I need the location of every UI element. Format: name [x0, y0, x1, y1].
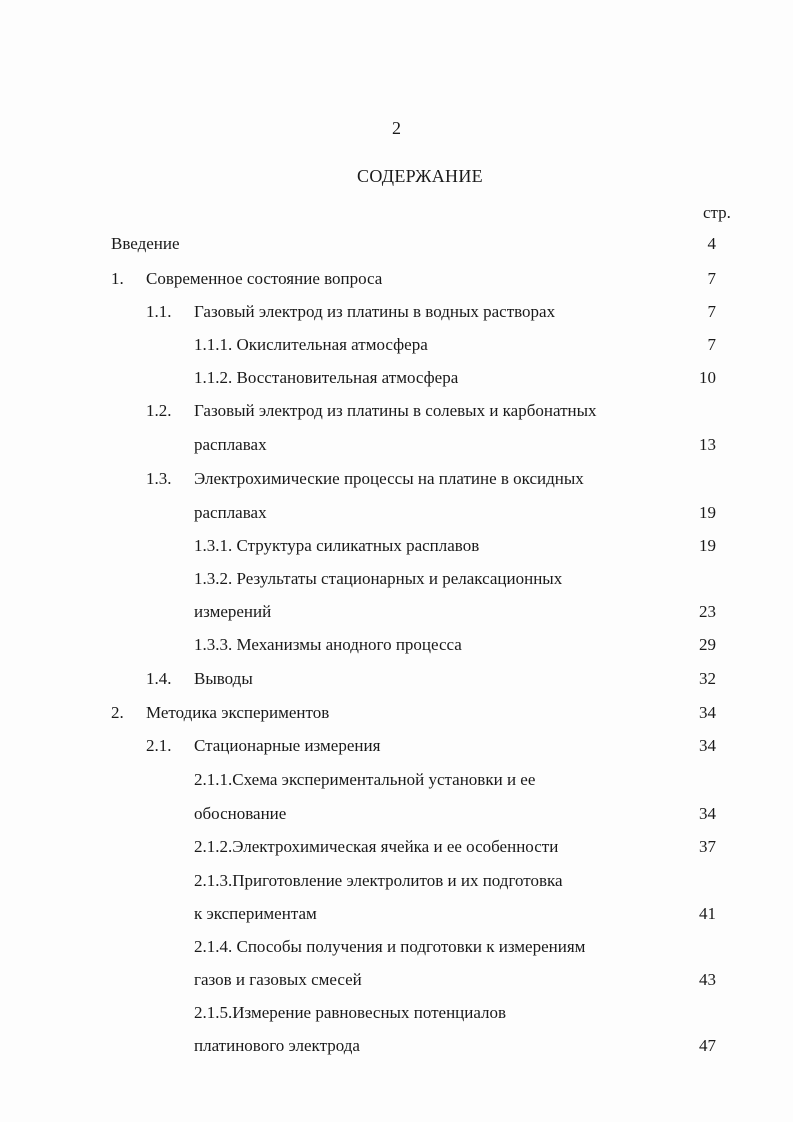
toc-entry-page: 34 — [699, 804, 716, 823]
toc-entry-text: 2.1.5.Измерение равновесных потенциалов — [194, 1003, 507, 1022]
toc-entry-page: 7 — [707, 335, 716, 354]
toc-entry-text: Введение — [111, 234, 180, 253]
toc-entry-page: 7 — [707, 269, 716, 288]
toc-entry-text: 1.1.2. Восстановительная атмосфера — [194, 368, 459, 387]
toc-entry-page: 19 — [699, 503, 716, 522]
toc-entry-number: 1.2. — [146, 401, 172, 420]
toc-entry-text: Газовый электрод из платины в солевых и карбонатных — [194, 401, 597, 420]
toc-entry-page: 4 — [707, 234, 716, 253]
toc-entry-text-continued: газов и газовых смесей — [194, 970, 362, 989]
toc-entry-number: 1.1. — [146, 302, 172, 321]
toc-entry-text-continued: расплавах — [194, 435, 267, 454]
toc-entry-page: 13 — [699, 435, 716, 454]
toc-entry-text: 2.1.1.Схема экспериментальной установки и ее — [194, 770, 536, 789]
toc-entry-text: Выводы — [194, 669, 253, 688]
toc-entry-text: Стационарные измерения — [194, 736, 381, 755]
toc-entry-text-continued: расплавах — [194, 503, 267, 522]
toc-entry-text: Методика экспериментов — [146, 703, 330, 722]
toc-entry-text-continued: обоснование — [194, 804, 287, 823]
toc-entry-number: 2. — [111, 703, 124, 722]
toc-entry-page: 47 — [699, 1036, 716, 1055]
toc-entry-number: 1.3. — [146, 469, 172, 488]
toc-entry-number: 1.4. — [146, 669, 172, 688]
toc-entry-text-continued: платинового электрода — [194, 1036, 360, 1055]
toc-entry-page: 29 — [699, 635, 716, 654]
toc-entry-text: 2.1.4. Способы получения и подготовки к измерениям — [194, 937, 586, 956]
toc-entry-text: 1.3.3. Механизмы анодного процесса — [194, 635, 462, 654]
page-title: СОДЕРЖАНИЕ — [357, 166, 483, 186]
toc-entry-text: Современное состояние вопроса — [146, 269, 383, 288]
toc-entry-page: 41 — [699, 904, 716, 923]
page-number: 2 — [392, 118, 401, 138]
page-column-label: стр. — [703, 203, 731, 222]
toc-entry-text: 2.1.2.Электрохимическая ячейка и ее особенности — [194, 837, 559, 856]
toc-entry-text-continued: к экспериментам — [194, 904, 317, 923]
toc-entry-page: 43 — [699, 970, 716, 989]
toc-entry-page: 19 — [699, 536, 716, 555]
toc-entry-number: 2.1. — [146, 736, 172, 755]
toc-entry-number: 1. — [111, 269, 124, 288]
toc-entry-page: 23 — [699, 602, 716, 621]
toc-entry-text: 1.3.1. Структура силикатных расплавов — [194, 536, 480, 555]
toc-entry-text: Электрохимические процессы на платине в оксидных — [194, 469, 584, 488]
toc-entry-text: Газовый электрод из платины в водных растворах — [194, 302, 556, 321]
toc-entry-page: 7 — [707, 302, 716, 321]
toc-entry-text-continued: измерений — [194, 602, 272, 621]
toc-entry-page: 34 — [699, 703, 716, 722]
toc-entry-page: 34 — [699, 736, 716, 755]
toc-entry-text: 2.1.3.Приготовление электролитов и их подготовка — [194, 871, 563, 890]
toc-entry-page: 10 — [699, 368, 716, 387]
toc-entry-text: 1.3.2. Результаты стационарных и релаксационных — [194, 569, 563, 588]
toc-entry-page: 32 — [699, 669, 716, 688]
toc-entry-page: 37 — [699, 837, 716, 856]
toc-entry-text: 1.1.1. Окислительная атмосфера — [194, 335, 428, 354]
